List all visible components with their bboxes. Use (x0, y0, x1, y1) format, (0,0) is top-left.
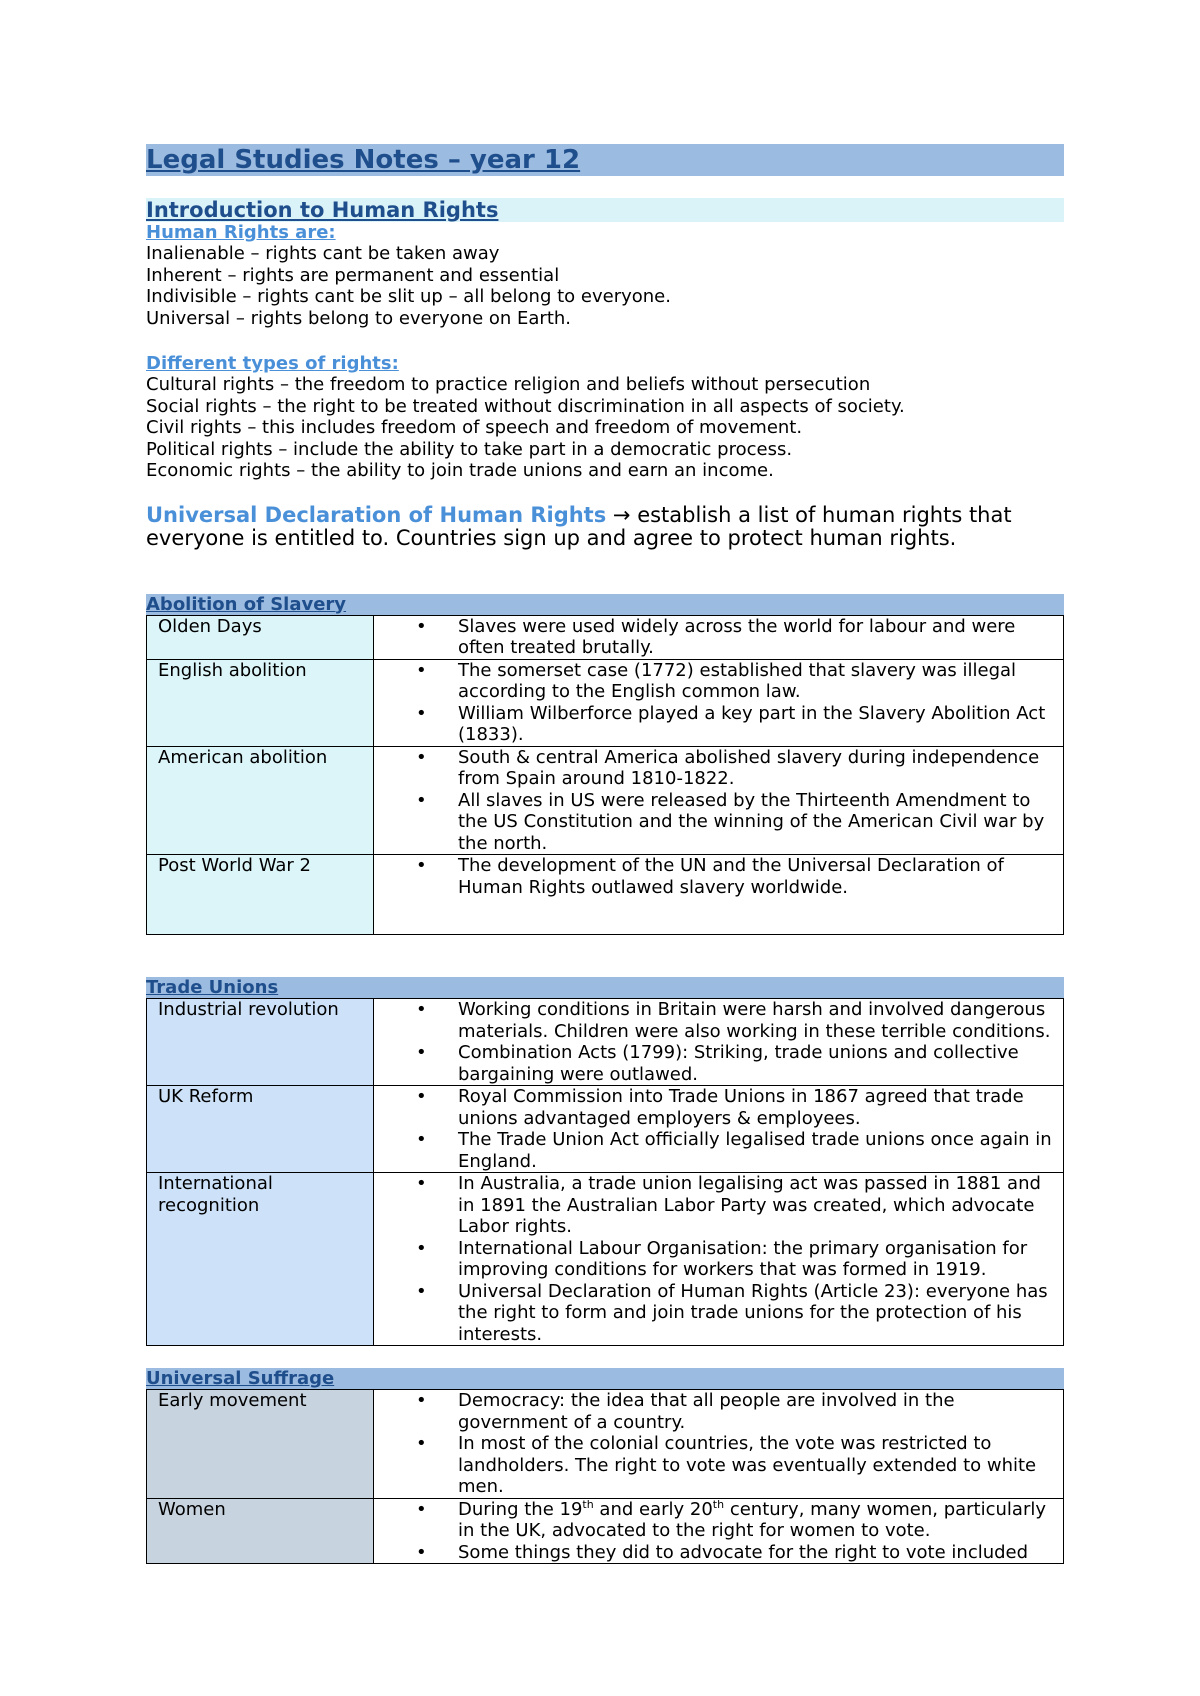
bullet-point: • Working conditions in Britain were harsh and involved dangerous materials. Children were also working in these terrible conditions. (416, 999, 1053, 1042)
row-content (374, 1086, 1064, 1173)
section-heading: Trade Unions (146, 977, 1064, 998)
bullet-text: and early 20 (593, 1498, 713, 1520)
row-label: Early movement (147, 1390, 374, 1499)
bullet-point: • All slaves in US were released by the Thirteenth Amendment to the US Constitution and the winning of the American Civil war by the north. (416, 790, 1053, 855)
arrow-right-icon: → (612, 502, 631, 527)
rights-type-item: Civil rights – this includes freedom of speech and freedom of movement. (146, 417, 803, 438)
page-title: Legal Studies Notes – year 12 (146, 144, 1064, 176)
bullet-point: • The development of the UN and the Universal Declaration of Human Rights outlawed slavery worldwide. (416, 855, 1053, 898)
table-row (147, 1086, 1064, 1173)
section-heading: Abolition of Slavery (146, 594, 1064, 615)
rights-type-item: Economic rights – the ability to join trade unions and earn an income. (146, 460, 774, 481)
row-content (374, 1498, 1064, 1564)
types-heading: Different types of rights: (146, 353, 399, 374)
row-label: English abolition (147, 659, 374, 746)
row-content (374, 746, 1064, 855)
bullet-point: • Democracy: the idea that all people are involved in the government of a country. (416, 1390, 1053, 1433)
bullet-point: • William Wilberforce played a key part in the Slavery Abolition Act (1833). (416, 703, 1053, 746)
bullet-point: • The somerset case (1772) established that slavery was illegal according to the English common law. (416, 660, 1053, 703)
rights-type-item: Cultural rights – the freedom to practice religion and beliefs without persecution (146, 374, 871, 395)
rights-type-item: Political rights – include the ability to take part in a democratic process. (146, 438, 793, 460)
udhr-text: everyone is entitled to. Countries sign up and agree to protect human rights. (146, 526, 957, 550)
table-row (147, 1498, 1064, 1564)
bullet-point: • Combination Acts (1799): Striking, trade unions and collective bargaining were outlawed. (416, 1042, 1053, 1085)
row-content (374, 1390, 1064, 1499)
table-row (147, 615, 1064, 659)
bullet-point: • South & central America abolished slavery during independence from Spain around 1810-1822. (416, 747, 1053, 790)
table-row (147, 999, 1064, 1086)
udhr-paragraph (146, 504, 1064, 551)
row-label: Women (147, 1498, 374, 1564)
row-label: Industrial revolution (147, 999, 374, 1086)
sections-container (146, 551, 1064, 1565)
udhr-text: establish a list of human rights that (630, 502, 1012, 527)
row-content (374, 615, 1064, 659)
table-row (147, 1390, 1064, 1499)
section-table (146, 998, 1064, 1346)
rights-are-item: Inherent – rights are permanent and essential (146, 264, 560, 286)
row-content (374, 855, 1064, 935)
section-heading: Universal Suffrage (146, 1368, 1064, 1389)
intro-heading: Introduction to Human Rights (146, 198, 1064, 222)
bullet-point: • Slaves were used widely across the world for labour and were often treated brutally. (416, 616, 1053, 659)
bullet-point: • In Australia, a trade union legalising act was passed in 1881 and in 1891 the Australian Labor Party was created, which advocate Labor rights. (416, 1173, 1053, 1238)
bullet-text: th (582, 1497, 594, 1511)
table-row (147, 746, 1064, 855)
bullet-point: • Some things they did to advocate for the right to vote included (416, 1542, 1053, 1564)
row-label: Post World War 2 (147, 855, 374, 935)
bullet-point: • Royal Commission into Trade Unions in 1867 agreed that trade unions advantaged employers & employees. (416, 1086, 1053, 1129)
bullet-point (416, 1499, 1053, 1542)
bullet-point: • Universal Declaration of Human Rights (Article 23): everyone has the right to form and join trade unions for the protection of his interests. (416, 1281, 1053, 1346)
rights-are-item: Inalienable – rights cant be taken away (146, 243, 500, 264)
bullet-point: • The Trade Union Act officially legalised trade unions once again in England. (416, 1129, 1053, 1172)
rights-type-item: Social rights – the right to be treated without discrimination in all aspects of society. (146, 395, 905, 417)
document-page (146, 144, 1064, 1564)
table-row (147, 1173, 1064, 1346)
bullet-text: century, many women, particularly in the UK, advocated to the right for women to vote. (458, 1498, 1047, 1541)
bullet-point: • In most of the colonial countries, the vote was restricted to landholders. The right to vote was eventually extended to white men. (416, 1433, 1053, 1498)
row-label: Olden Days (147, 615, 374, 659)
bullet-point: • International Labour Organisation: the primary organisation for improving conditions for workers that was formed in 1919. (416, 1238, 1053, 1281)
bullet-text: th (712, 1497, 725, 1511)
row-label: UK Reform (147, 1086, 374, 1173)
row-content (374, 999, 1064, 1086)
udhr-title: Universal Declaration of Human Rights (146, 502, 607, 527)
section-table (146, 1389, 1064, 1564)
rights-are-heading: Human Rights are: (146, 222, 336, 243)
section-table (146, 615, 1064, 936)
bullet-text: During the 19 (458, 1498, 583, 1520)
rights-are-item: Indivisible – rights cant be slit up – all belong to everyone. (146, 286, 671, 307)
table-row (147, 659, 1064, 746)
table-row (147, 855, 1064, 935)
row-label: American abolition (147, 746, 374, 855)
row-content (374, 659, 1064, 746)
rights-are-item: Universal – rights belong to everyone on Earth. (146, 307, 572, 329)
row-label: International recognition (147, 1173, 374, 1346)
row-content (374, 1173, 1064, 1346)
